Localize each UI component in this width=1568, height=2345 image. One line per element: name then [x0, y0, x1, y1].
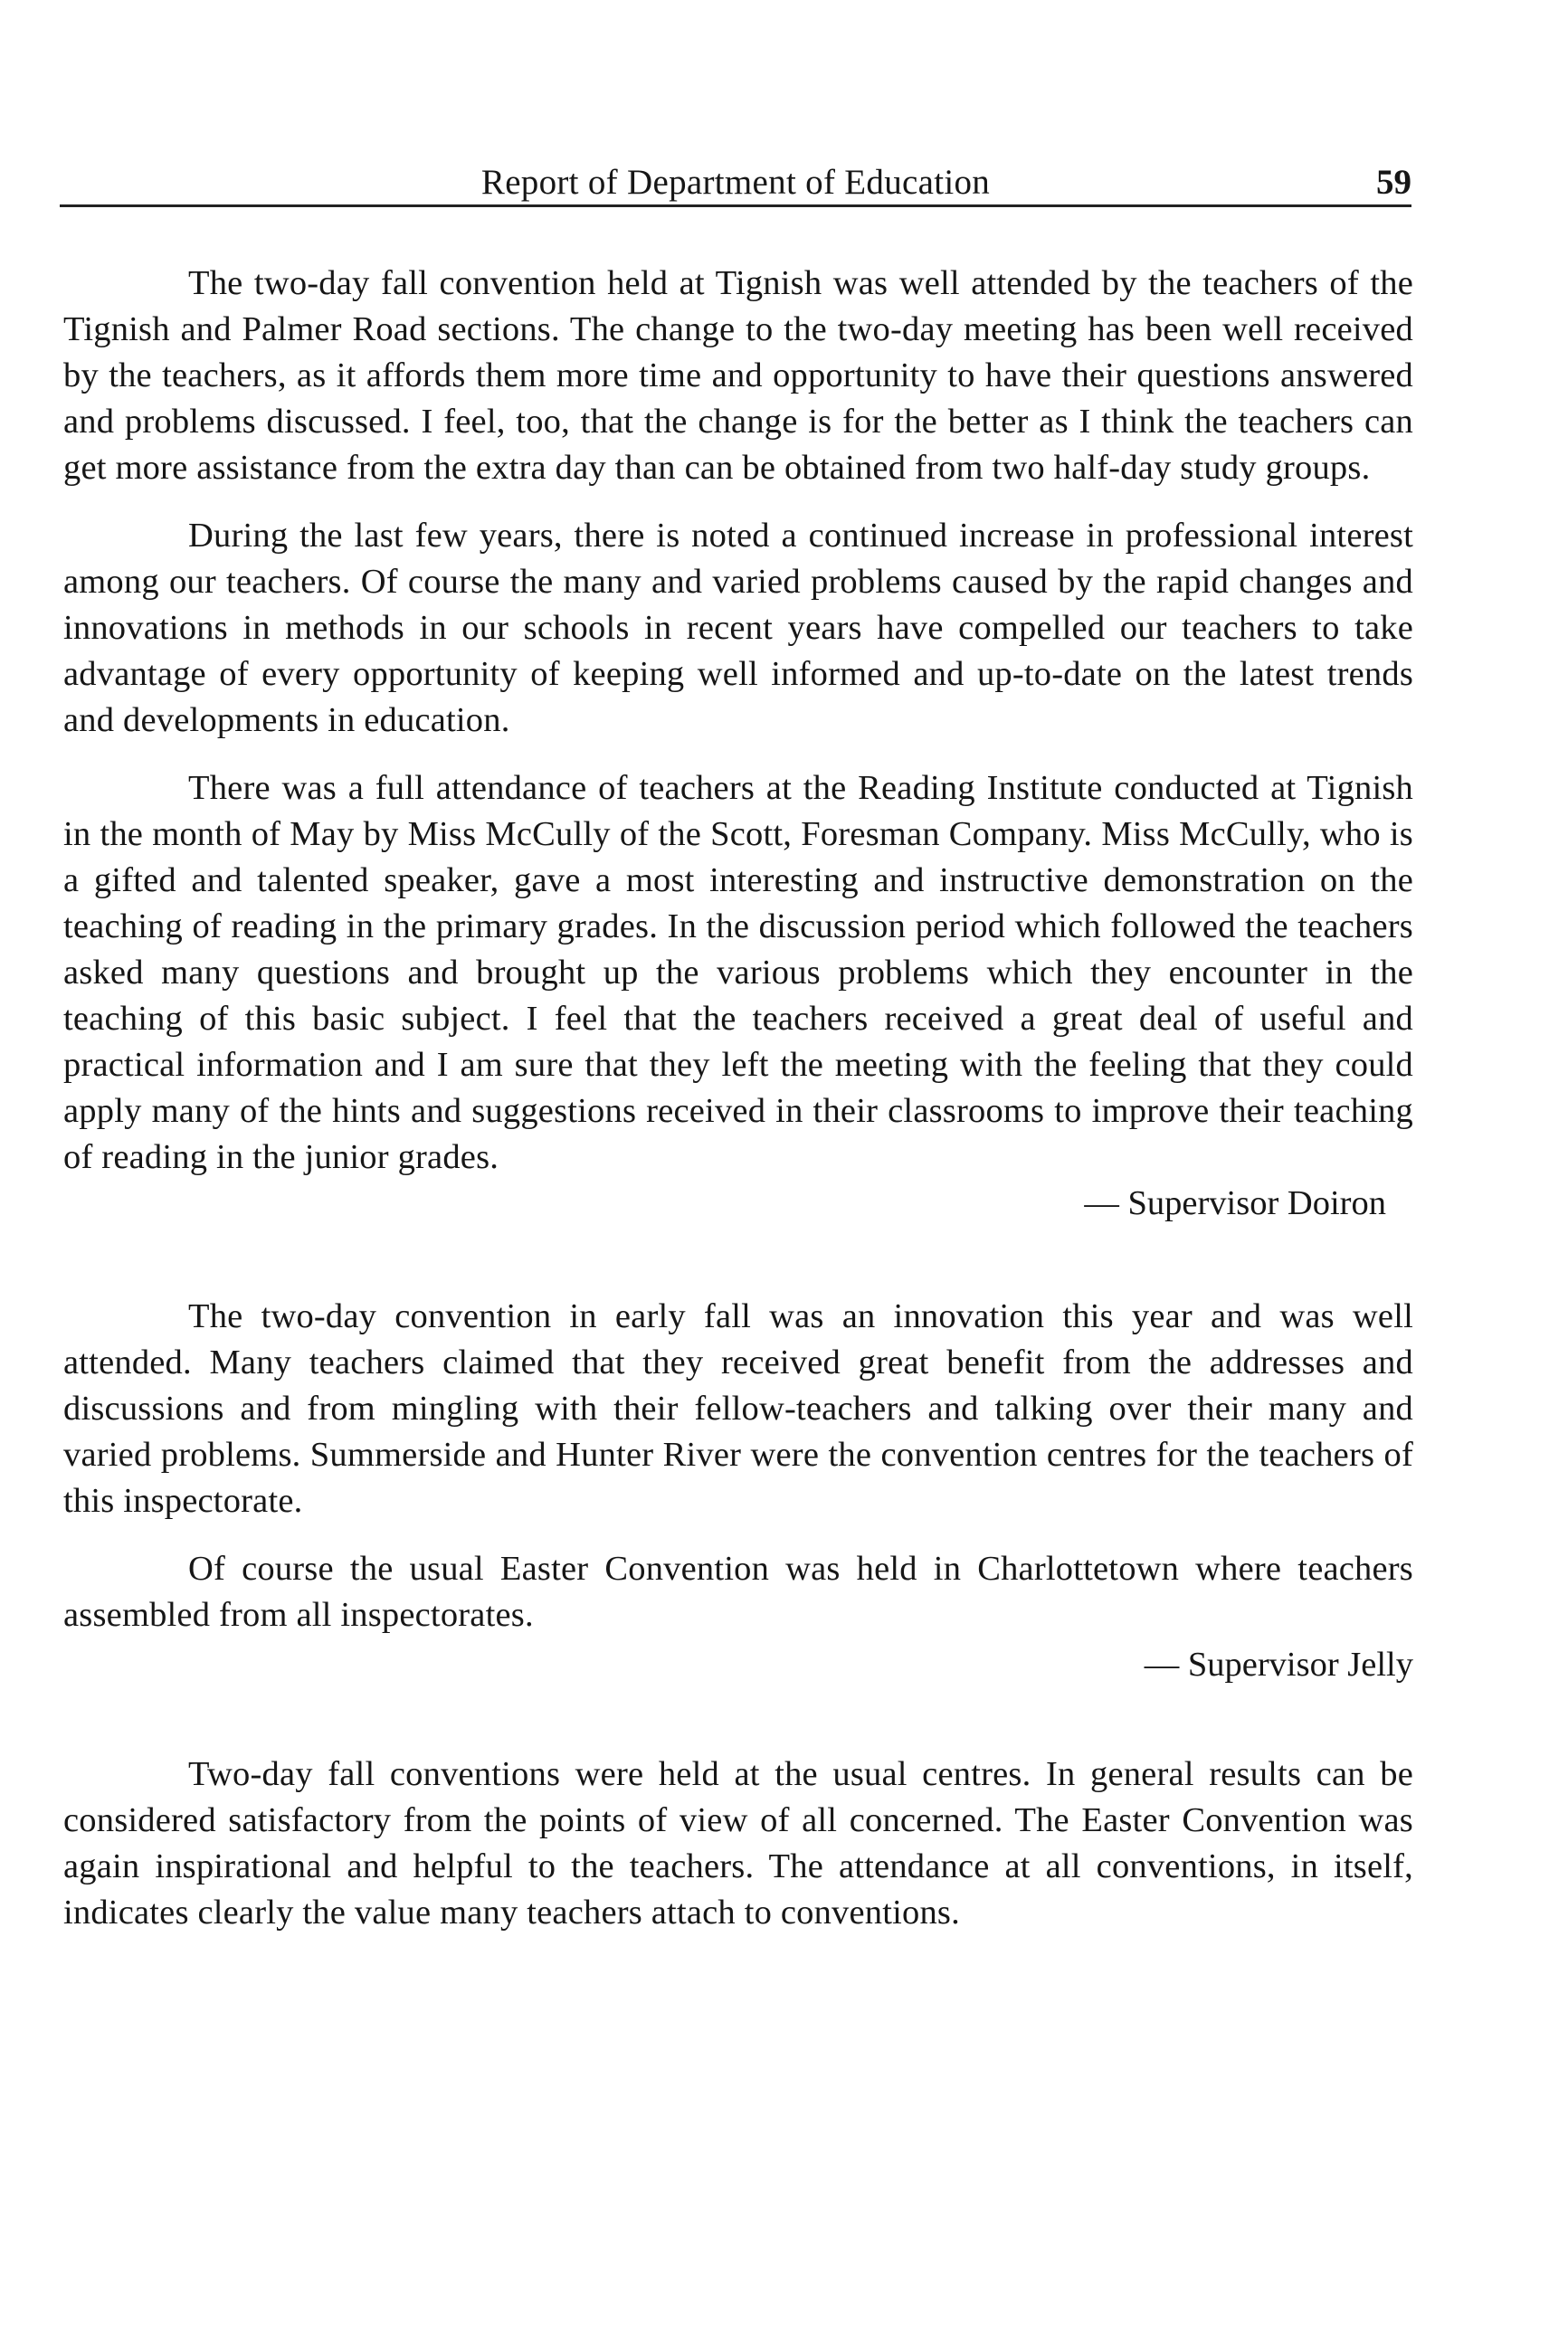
signature-jelly: — Supervisor Jelly	[1144, 1646, 1413, 1684]
paragraph: Of course the usual Easter Convention was held in Charlottetown where teachers assembled from all inspectorates.	[63, 1550, 1413, 1634]
page-body	[63, 261, 1413, 1936]
paragraph: The two-day convention in early fall was an innovation this year and was well attended. Many teachers claimed that they received great benefit from the addresses and discussions and from mingling with their fellow-teachers and talking over their many and varied problems. Summerside and Hunter River were the convention centres for the teachers of this inspectorate.	[63, 1297, 1413, 1520]
paragraph: Two-day fall conventions were held at the usual centres. In general results can be considered satisfactory from the points of view of all concerned. The Easter Convention was again inspirational and helpful to the teachers. The attendance at all conventions, in itself, indicates clearly the value many teachers attach to conventions.	[63, 1755, 1413, 1932]
page-number: 59	[1376, 163, 1411, 202]
page-header	[60, 165, 1411, 207]
paragraph: The two-day fall convention held at Tignish was well attended by the teachers of the Tignish and Palmer Road sections. The change to the two-day meeting has been well received by the teachers, as it affords them more time and opportunity to have their questions answered and problems discussed. I feel, too, that the change is for the better as I think the teachers can get more assistance from the extra day than can be obtained from two half-day study groups.	[63, 264, 1413, 487]
running-title: Report of Department of Education	[480, 163, 991, 202]
paragraph: During the last few years, there is noted a continued increase in professional interest among our teachers. Of course the many and varied problems caused by the rapid changes and innovations in methods in our schools in recent years have compelled our teachers to take advantage of every opportunity of keeping well informed and up-to-date on the latest trends and developments in education.	[63, 517, 1413, 739]
paragraph: There was a full attendance of teachers at the Reading Institute conducted at Tignish in the month of May by Miss McCully of the Scott, Foresman Company. Miss McCully, who is a gifted and talented speaker, gave a most interesting and instructive demonstration on the teaching of reading in the primary grades. In the discussion period which followed the teachers asked many questions and brought up the various problems which they encounter in the teaching of this basic subject. I feel that the teachers received a great deal of useful and practical information and I am sure that they left the meeting with the feeling that they could apply many of the hints and suggestions received in their classrooms to improve their teaching of reading in the junior grades.	[63, 769, 1413, 1176]
signature-doiron: — Supervisor Doiron	[1084, 1184, 1386, 1222]
